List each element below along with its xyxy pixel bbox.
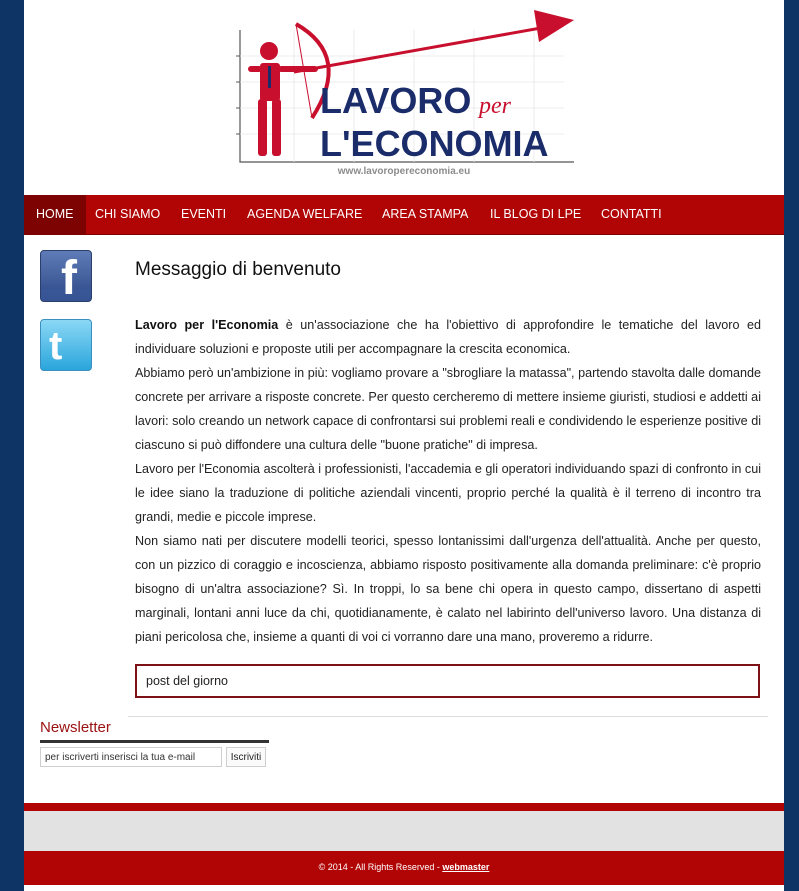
copyright-text: © 2014 - All Rights Reserved - (318, 862, 443, 872)
divider (128, 716, 768, 717)
page (24, 0, 784, 891)
article-paragraph-1 (135, 313, 761, 361)
nav-item-blog[interactable]: IL BLOG DI LPE (490, 207, 582, 221)
twitter-icon[interactable] (40, 319, 92, 371)
site-logo[interactable] (234, 6, 584, 166)
newsletter-divider (40, 740, 269, 743)
twitter-glyph: t (49, 324, 62, 368)
header (24, 0, 784, 195)
footer-top-bar (24, 803, 784, 811)
nav-item-chi-siamo[interactable]: CHI SIAMO (95, 207, 161, 221)
footer-gray-band (24, 811, 784, 851)
page-title: Messaggio di benvenuto (135, 259, 341, 280)
logo-text-per: per (479, 93, 511, 119)
nav-item-area-stampa[interactable]: AREA STAMPA (382, 207, 469, 221)
nav-item-contatti[interactable]: CONTATTI (601, 207, 662, 221)
post-of-the-day-box[interactable] (135, 664, 760, 698)
newsletter-title: Newsletter (40, 719, 111, 736)
nav-item-agenda-welfare[interactable]: AGENDA WELFARE (247, 207, 363, 221)
main-nav (24, 195, 784, 235)
footer-copyright (24, 862, 784, 872)
logo-text-lavoro: LAVORO (320, 80, 472, 121)
nav-item-eventi[interactable]: EVENTI (181, 207, 227, 221)
nav-item-home[interactable]: HOME (24, 195, 86, 234)
webmaster-link[interactable]: webmaster (442, 862, 490, 872)
newsletter-email-input[interactable] (40, 747, 222, 767)
article-paragraph-4: Non siamo nati per discutere modelli teorici, spesso lontanissimi dall'urgenza dell'attualità. Anche per questo, con un pizzico di coraggio e incoscienza, abbiamo risposto positivamente alla domanda preliminare: c'è proprio bisogno di un'altra associazione? Sì. In troppi, lo sa bene chi opera in questo campo, dissertano di aspetti marginali, lontani anni luce da chi, quotidianamente, è calato nel labirinto dell'universo lavoro. Una distanza di piani pericolosa che, insieme a quanti di voi ci vorranno dare una mano, proveremo a ridurre. (135, 534, 761, 644)
post-of-the-day-label: post del giorno (146, 674, 229, 688)
facebook-icon[interactable] (40, 250, 92, 302)
subscribe-button[interactable]: Iscriviti (226, 747, 266, 767)
article-paragraph-3: Lavoro per l'Economia ascolterà i professionisti, l'accademia e gli operatori individuando spazi di confronto in cui le idee siano la traduzione di politiche aziendali vincenti, proprio perché la qualità è il terreno di incontro tra grandi, medie e piccole imprese. (135, 462, 761, 524)
logo-url: www.lavoropereconomia.eu (337, 166, 471, 177)
intro-text: è un'associazione che ha l'obiettivo di approfondire le tematiche del lavoro ed individuare soluzioni e proposte utili per accompagnare la crescita economica. (135, 318, 762, 356)
article-paragraph-2: Abbiamo però un'ambizione in più: vogliamo provare a "sbrogliare la matassa", partendo stavolta dalle domande concrete per arrivare a risposte concrete. Per questo cercheremo di mettere insieme giuristi, studiosi e addetti ai lavori: solo creando un network capace di confrontarsi sui problemi reali e condividendo le esperienze positive di ciascuno si può diffondere una cultura delle "buone pratiche" di impresa. (135, 366, 761, 452)
welcome-article (135, 313, 761, 649)
intro-bold: Lavoro per l'Economia (135, 318, 279, 332)
logo-text-economia: L'ECONOMIA (320, 123, 549, 164)
facebook-glyph: f (61, 252, 77, 302)
